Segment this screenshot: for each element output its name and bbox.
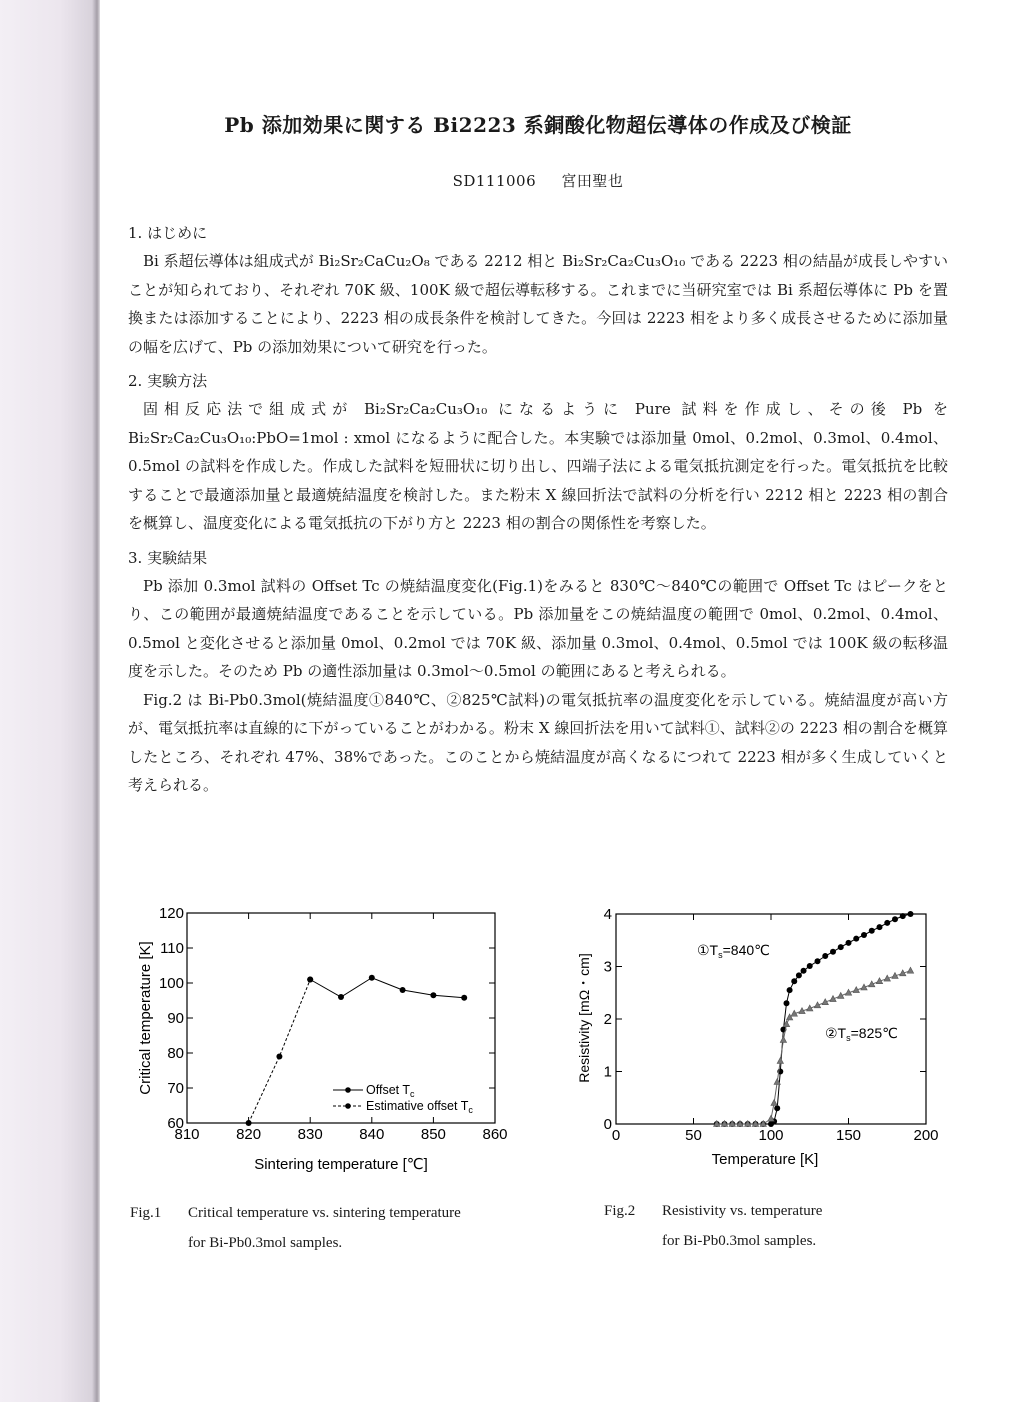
fig1-caption-line2: for Bi-Pb0.3mol samples. — [188, 1235, 343, 1251]
section-heading-method: 2. 実験方法 — [128, 372, 208, 390]
author-name: 宮田聖也 — [561, 172, 624, 190]
fig2-point-840 — [796, 972, 802, 978]
figure-2-chart — [575, 900, 945, 1170]
fig1-y-tick-label: 120 — [158, 905, 184, 922]
legend-dashed-marker — [345, 1103, 351, 1109]
fig2-point-840 — [884, 920, 890, 926]
fig1-y-tick-label: 100 — [158, 975, 184, 992]
fig2-825-curve — [717, 971, 911, 1124]
fig2-point-840 — [853, 936, 859, 942]
legend-solid-marker — [345, 1087, 351, 1093]
fig1-caption-line1: Critical temperature vs. sintering temperature — [188, 1205, 461, 1221]
fig1-data-point — [369, 975, 375, 981]
fig1-data-point — [430, 992, 436, 998]
paragraph-results-2: Fig.2 は Bi-Pb0.3mol(焼結温度①840℃、②825℃試料)の電気抵抗率の温度変化を示している。焼結温度が高い方が、電気抵抗率は直線的に下がっていることがわかる。粉末 X 線回折法を用いて試料①、試料②の 2223 相の割合を概算したところ、それぞれ 47%、38%であった。このことから焼結温度が高くなるにつれて 2223 相が多く生成していくと考えられる。 — [128, 690, 948, 794]
fig1-y-axis-label: Critical temperature [K] — [137, 941, 154, 1095]
page-edge-shadow — [0, 0, 100, 1402]
student-id: SD111006 — [452, 172, 537, 190]
fig2-point-840 — [869, 928, 875, 934]
fig1-x-tick-label: 830 — [297, 1126, 323, 1143]
fig1-x-tick-label: 840 — [359, 1126, 385, 1143]
fig2-point-840 — [900, 913, 906, 919]
fig1-legend — [333, 1083, 473, 1115]
fig1-data-point — [307, 977, 313, 983]
fig2-y-tick-label: 1 — [603, 1063, 612, 1081]
fig2-point-840 — [787, 987, 793, 993]
fig1-data-point — [246, 1120, 252, 1126]
fig1-x-tick-label: 850 — [420, 1126, 446, 1143]
paper-body — [128, 110, 948, 800]
fig2-point-840 — [908, 911, 914, 917]
fig1-estimative-line — [249, 980, 311, 1124]
fig1-y-tick-label: 80 — [167, 1045, 184, 1062]
section-heading-intro: 1. はじめに — [128, 224, 208, 242]
fig1-data-point — [400, 987, 406, 993]
fig1-caption-label: Fig.1 — [130, 1205, 162, 1221]
fig2-caption-label: Fig.2 — [604, 1203, 636, 1219]
fig2-point-825 — [780, 1037, 786, 1043]
fig1-caption — [130, 1198, 461, 1258]
fig2-plot-frame — [616, 914, 926, 1124]
fig2-point-840 — [807, 963, 813, 969]
fig1-data-point — [338, 994, 344, 1000]
fig1-plot-frame — [187, 913, 495, 1123]
fig1-x-tick-label: 810 — [174, 1126, 200, 1143]
fig2-x-axis-label: Temperature [K] — [711, 1151, 819, 1168]
fig2-caption — [604, 1196, 822, 1256]
fig2-caption-line1: Resistivity vs. temperature — [662, 1203, 823, 1219]
author-line — [128, 170, 948, 191]
fig2-point-840 — [774, 1105, 780, 1111]
paper-title: Pb 添加効果に関する Bi2223 系銅酸化物超伝導体の作成及び検証 — [224, 113, 852, 137]
fig2-x-tick-label: 150 — [835, 1127, 862, 1144]
fig2-y-tick-label: 0 — [603, 1116, 612, 1133]
fig1-x-tick-label: 860 — [482, 1126, 508, 1143]
fig2-point-840 — [784, 1000, 790, 1006]
paragraph-method: 固相反応法で組成式が Bi₂Sr₂Ca₂Cu₃O₁₀ になるように Pure 試料を作成し、その後 Pb を Bi₂Sr₂Ca₂Cu₃O₁₀:PbO=1mol : xmol になるように配合した。本実験では添加量 0mol、0.2mol、0.3mol、0.4mol、0.5mol の試料を作成した。作成した試料を短冊状に切り出し、四端子法による電気抵抗測定を行った。電気抵抗を比較することで最適添加量と最適焼結温度を検討した。また粉末 X 線回折法で試料の分析を行い 2212 相と 2223 相の割合を概算し、温度変化による電気抵抗の下がり方と 2223 相の割合の関係性を考察した。 — [128, 400, 948, 532]
fig1-x-tick-label: 820 — [236, 1126, 262, 1143]
figure-1-chart — [128, 900, 508, 1175]
fig1-offset-line — [310, 978, 464, 998]
fig2-label-825: $②T_s=825℃$ — [825, 1025, 898, 1043]
fig2-x-tick-label: 200 — [913, 1127, 939, 1144]
fig1-y-tick-label: 110 — [160, 940, 184, 957]
fig2-label-840: $①T_s=840℃$ — [697, 942, 770, 960]
fig1-x-axis-label: Sintering temperature [℃] — [254, 1156, 428, 1173]
fig2-point-840 — [846, 940, 852, 946]
fig2-caption-line2: for Bi-Pb0.3mol samples. — [662, 1233, 817, 1249]
fig2-point-840 — [801, 968, 807, 974]
fig1-y-tick-label: 70 — [167, 1080, 184, 1097]
fig2-point-840 — [892, 916, 898, 922]
fig2-y-tick-label: 3 — [603, 958, 612, 976]
fig2-y-axis-label: Resistivity [mΩ・cm] — [576, 953, 592, 1083]
fig2-point-825 — [777, 1058, 783, 1064]
fig2-point-840 — [877, 924, 883, 930]
paragraph-results-1: Pb 添加 0.3mol 試料の Offset Tc の焼結温度変化(Fig.1)をみると 830℃～840℃の範囲で Offset Tc はピークをとり、この範囲が最適焼結温度であることを示している。Pb 添加量をこの焼結温度の範囲で 0mol、0.2mol、0.4mol、0.5mol と変化させると添加量 0mol、0.2mol では 70K 級、添加量 0.3mol、0.4mol、0.5mol では 100K 級の転移温度を示した。そのため Pb の適性添加量は 0.3mol～0.5mol の範囲にあると考えられる。 — [128, 576, 948, 680]
fig2-point-825 — [907, 967, 913, 973]
fig2-point-840 — [791, 978, 797, 984]
fig2-y-tick-label: 4 — [603, 906, 612, 923]
fig1-y-tick-label: 60 — [167, 1115, 184, 1132]
legend-solid-label: Offset $T_c$ — [366, 1083, 415, 1099]
fig2-point-840 — [838, 944, 844, 950]
fig1-data-point — [276, 1054, 282, 1060]
paragraph-intro: Bi 系超伝導体は組成式が Bi₂Sr₂CaCu₂O₈ である 2212 相と Bi₂Sr₂Ca₂Cu₃O₁₀ である 2223 相の結晶が成長しやすいことが知られており、それぞれ 70K 級、100K 級で超伝導転移する。これまでに当研究室では Bi 系超伝導体に Pb を置換または添加することにより、2223 相の成長条件を検討してきた。今回は 2223 相をより多く成長させるために添加量の幅を広げて、Pb の添加効果について研究を行った。 — [128, 252, 948, 356]
fig2-y-tick-label: 2 — [603, 1011, 612, 1028]
legend-dashed-label: Estimative offset $T_c$ — [366, 1099, 473, 1115]
fig2-point-825 — [771, 1100, 777, 1106]
section-heading-results: 3. 実験結果 — [128, 548, 208, 567]
fig2-point-825 — [768, 1115, 774, 1121]
fig2-point-840 — [815, 958, 821, 964]
fig2-point-840 — [822, 953, 828, 959]
fig1-data-point — [461, 995, 467, 1001]
fig2-x-tick-label: 0 — [611, 1127, 621, 1144]
fig2-x-tick-label: 50 — [685, 1127, 702, 1144]
fig2-point-840 — [830, 949, 836, 955]
fig2-point-840 — [861, 932, 867, 938]
fig1-y-tick-label: 90 — [167, 1010, 184, 1027]
fig2-x-tick-label: 100 — [758, 1127, 784, 1144]
